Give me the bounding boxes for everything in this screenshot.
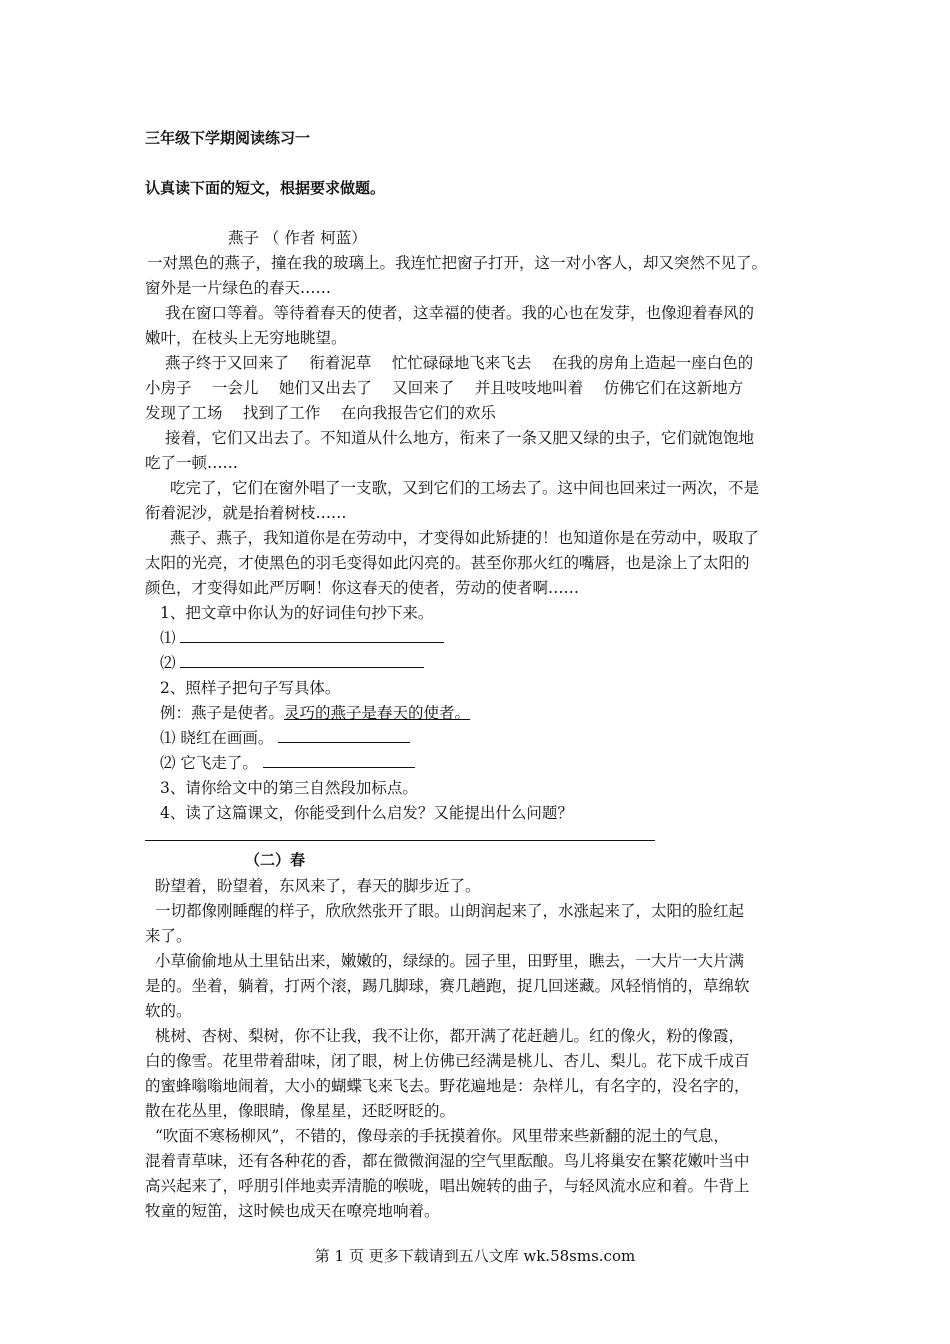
question-2-example xyxy=(160,703,470,723)
passage2-line: 白的像雪。花里带着甜味，闭了眼，树上仿佛已经满是桃儿、杏儿、梨儿。花下成千成百 xyxy=(145,1052,750,1070)
question-4: 4、读了这篇课文，你能受到什么启发？又能提出什么问题？ xyxy=(160,804,573,822)
passage2-line: 牧童的短笛，这时候也成天在嘹亮地响着。 xyxy=(145,1202,440,1220)
question-2-item-a xyxy=(160,728,410,748)
passage1-heading: 燕子 （ 作者 柯蓝） xyxy=(228,229,367,247)
passage2-line: 一切都像刚睡醒的样子，欣欣然张开了眼。山朗润起来了，水涨起来了，太阳的脸红起 xyxy=(155,902,745,920)
answer-blank[interactable] xyxy=(180,653,424,668)
instruction-text: 认真读下面的短文，根据要求做题。 xyxy=(145,179,386,197)
question-2-item-b xyxy=(160,753,415,773)
passage2-line: 小草偷偷地从土里钻出来，嫩嫩的，绿绿的。园子里，田野里，瞧去，一大片一大片满 xyxy=(155,952,745,970)
passage2-line: 软的。 xyxy=(145,1002,192,1020)
passage2-line: “吹面不寒杨柳风”，不错的，像母亲的手抚摸着你。风里带来些新翻的泥土的气息， xyxy=(155,1127,729,1145)
answer-blank[interactable] xyxy=(263,753,415,768)
passage2-line: 混着青草味，还有各种花的香，都在微微润湿的空气里酝酿。鸟儿将巢安在繁花嫩叶当中 xyxy=(145,1152,750,1170)
passage1-line: 吃完了，它们在窗外唱了一支歌，又到它们的工场去了。这中间也回来过一两次，不是 xyxy=(170,479,760,497)
passage1-line: 吃了一顿…… xyxy=(145,454,239,472)
document-title: 三年级下学期阅读练习一 xyxy=(145,129,311,147)
passage2-line: 高兴起来了，呼朋引伴地卖弄清脆的喉咙，唱出婉转的曲子，与轻风流水应和着。牛背上 xyxy=(145,1177,750,1195)
question-1-item-b xyxy=(160,653,424,673)
example-prefix: 例：燕子是使者。 xyxy=(160,704,285,722)
passage2-heading: （二）春 xyxy=(245,851,306,869)
passage1-line: 嫩叶，在枝头上无穷地眺望。 xyxy=(145,329,347,347)
passage1-line: 燕子、燕子，我知道你是在劳动中，才变得如此矫捷的！也知道你是在劳动中，吸取了 xyxy=(170,529,760,547)
question-1: 1、把文章中你认为的好词佳句抄下来。 xyxy=(160,604,434,622)
question-2: 2、照样子把句子写具体。 xyxy=(160,679,341,697)
page-footer: 第 1 页 更多下载请到五八文库 wk.58sms.com xyxy=(314,1247,636,1265)
item-number: ⑴ xyxy=(160,629,176,647)
passage1-line: 衔着泥沙，就是抬着树枝…… xyxy=(145,504,347,522)
passage2-line: 散在花丛里，像眼睛，像星星，还眨呀眨的。 xyxy=(145,1102,456,1120)
passage2-line: 是的。坐着，躺着，打两个滚，踢几脚球，赛几趟跑，捉几回迷藏。风轻悄悄的，草绵软 xyxy=(145,977,750,995)
passage1-line: 燕子终于又回来了 衔着泥草 忙忙碌碌地飞来飞去 在我的房角上造起一座白色的 xyxy=(165,354,754,372)
passage1-line: 发现了工场 找到了工作 在向我报告它们的欢乐 xyxy=(145,404,496,422)
answer-blank[interactable] xyxy=(180,628,444,643)
example-answer: 灵巧的燕子是春天的使者。 xyxy=(284,704,471,722)
passage1-line: 我在窗口等着。等待着春天的使者，这幸福的使者。我的心也在发芽，也像迎着春风的 xyxy=(165,304,755,322)
passage2-line: 的蜜蜂嗡嗡地闹着，大小的蝴蝶飞来飞去。野花遍地是：杂样儿，有名字的，没名字的， xyxy=(145,1077,750,1095)
item-text: ⑴ 晓红在画画。 xyxy=(160,729,274,747)
item-number: ⑵ xyxy=(160,654,176,672)
answer-line[interactable] xyxy=(145,840,655,841)
passage1-line: 一对黑色的燕子，撞在我的玻璃上。我连忙把窗子打开，这一对小客人，却又突然不见了。 xyxy=(147,254,768,272)
passage1-line: 窗外是一片绿色的春天…… xyxy=(145,279,332,297)
question-1-item-a xyxy=(160,628,444,648)
passage1-line: 颜色，才变得如此严厉啊！你这春天的使者，劳动的使者啊…… xyxy=(145,579,580,597)
passage1-line: 太阳的光亮，才使黑色的羽毛变得如此闪亮的。甚至你那火红的嘴唇，也是涂上了太阳的 xyxy=(145,554,750,572)
item-text: ⑵ 它飞走了。 xyxy=(160,754,258,772)
passage1-line: 小房子 一会儿 她们又出去了 又回来了 并且吱吱地叫着 仿佛它们在这新地方 xyxy=(145,379,744,397)
passage2-line: 盼望着，盼望着，东风来了，春天的脚步近了。 xyxy=(155,877,481,895)
passage2-line: 来了。 xyxy=(145,927,192,945)
passage2-line: 桃树、杏树、梨树，你不让我，我不让你，都开满了花赶趟儿。红的像火，粉的像霞， xyxy=(155,1027,745,1045)
question-3: 3、请你给文中的第三自然段加标点。 xyxy=(160,779,418,797)
answer-blank[interactable] xyxy=(278,728,410,743)
passage1-line: 接着，它们又出去了。不知道从什么地方，衔来了一条又肥又绿的虫子，它们就饱饱地 xyxy=(165,429,755,447)
